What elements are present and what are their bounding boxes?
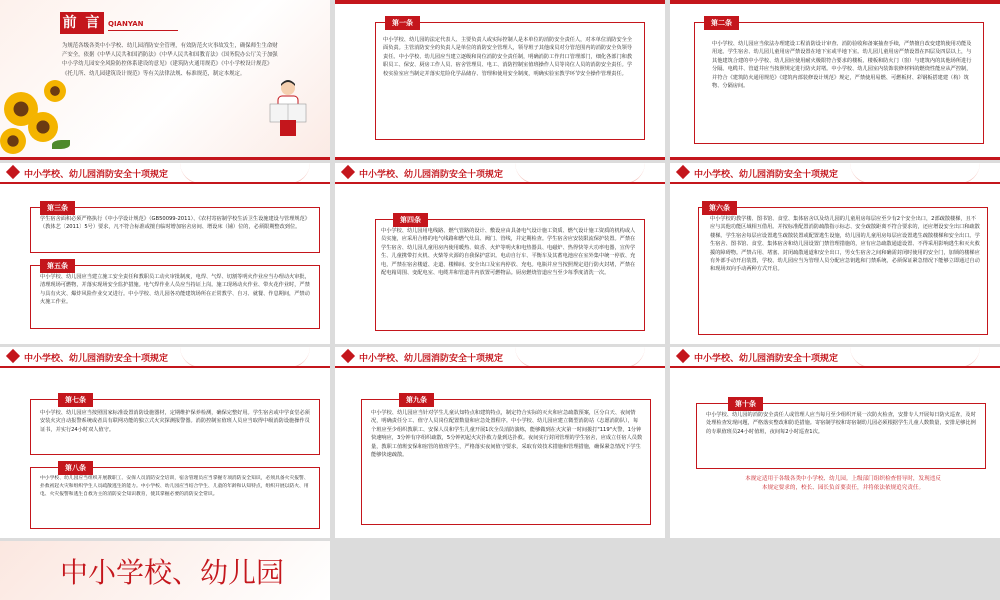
decor-swirl (515, 163, 645, 184)
divider (108, 30, 178, 31)
slide-cover-partial[interactable] (0, 541, 330, 600)
decor-swirl (180, 347, 310, 368)
article-body: 中小学校、幼儿园用电线路、燃气管路的设计、敷设应由具备电气设计施工资质、燃气设计施工资质的机构或人员实施，应采用合格的电气线路和燃气灶具、阀门、管线，并定期检查。学生宿舍应安装限流保护装置。严禁在学生宿舍、幼儿园儿童用房内使用暖热、蚊香、火炉等明火和电热器具、电磁炉、热得快等大功率电器，宣传学生、儿童携带打火机、火柴等火源的自我保护意识。电动自行车、平衡车及其蓄电池应在室外集中统一停放、充电，严禁在宿舍楼道、走道、楼梯间、安全出口及室内停放、充电。电瓶并应当按照规定进行防火封堵，严禁在配电箱周围、变配电室、电缆井和管道井内放置可燃物品。厨房燃烧管道应当至少每季度清洗一次。 (381, 228, 636, 277)
bottom-bar (670, 157, 1000, 160)
diamond-icon (341, 165, 355, 179)
header-title: 中小学校、幼儿园消防安全十项规定 (359, 354, 504, 364)
preface-subtitle: QIANYAN (108, 20, 144, 28)
article-tag: 第一条 (385, 16, 420, 30)
slide-header (0, 163, 330, 185)
header-line (0, 366, 330, 368)
article-body: 中小学校、幼儿园应当按照国家标准设置消防设施器材，定期维护保养检测，确保完整好用。学生宿舍或中学食堂必须安装火灾自动报警系统或者具有联网功能的独立式火灾探测报警器。消防控制室值班人员应当取得中级消防设施操作员证书，并实行24小时双人值守。 (40, 410, 310, 433)
slide-articles-3-5[interactable] (0, 163, 330, 344)
article-tag: 第七条 (58, 393, 93, 407)
header-line (670, 182, 1000, 184)
preface-title: 前 言 (60, 12, 104, 34)
slide-header (335, 163, 665, 185)
diamond-icon (6, 165, 20, 179)
bottom-bar (0, 157, 330, 160)
header-line (335, 366, 665, 368)
decor-swirl (515, 347, 645, 368)
article-tag: 第八条 (58, 461, 93, 475)
diamond-icon (341, 349, 355, 363)
article-tag: 第六条 (702, 201, 737, 215)
slide-article-2[interactable] (670, 0, 1000, 160)
article-body: 中小学校、幼儿园的消防安全责任人或管理人应当每月至少组织开展一次防火检查，安排专人开展每日防火巡查，及时处理检查发现问题，严格落实整改和防范措施。寄宿制学校和寄宿制幼儿园必须根据学生儿童人数数量，安排足够比例的专职值班员24小时值班，夜间每2小时巡查1次。 (706, 412, 976, 435)
header-line (0, 182, 330, 184)
note-line-2: 本规定要求的，校长、园长负首要责任，并将依法依规追究责任。 (761, 485, 925, 491)
sunflower-icon (0, 128, 26, 154)
article-body: 中小学校、幼儿园的法定代表人、主要负责人或实际控制人是本单位的消防安全责任人，对本单位消防安全全面负责。主管消防安全的负责人是单位的消防安全管理人，领导班子其他成员对分管范围内的消防安全负领导责任。中小学校、幼儿园应当建立逐级和岗位消防安全责任制，明确消防工作归口管理部门，细化各部门和教职员工、保安、厨房工作人员、宿舍管理员、电工、消防控制室值班操作人员等岗位人员的消防安全责任。学校实验室应当制定并落实危险化学品储存、管理和使用安全制度，明确实验室教学环节安全操作管理责任。 (383, 37, 633, 77)
reader-illustration-icon (268, 78, 308, 138)
leaf-icon (52, 140, 70, 149)
slide-header (335, 347, 665, 369)
bottom-bar (335, 157, 665, 160)
article-body: 中小学校、幼儿园应当组织开展教职工、安保人员消防安全培训，宿舍管理员应当掌握专项消防安全知识，必须具备火灾报警、扑救初起火灾和组织学生人员疏散逃生的能力。中小学校、幼儿园应当结合学生、儿童的年龄和认知特点，组织开展以防火、用电、火灾报警和逃生自救为主的消防安全知识教育，使其掌握必要的消防安全常识。 (40, 476, 309, 497)
decor-swirl (180, 163, 310, 184)
diamond-icon (676, 349, 690, 363)
sunflower-icon (44, 80, 66, 102)
header-title: 中小学校、幼儿园消防安全十项规定 (694, 354, 839, 364)
slide-header (0, 347, 330, 369)
article-tag: 第五条 (40, 259, 75, 273)
sunflower-icon (28, 112, 58, 142)
header-title: 中小学校、幼儿园消防安全十项规定 (694, 170, 839, 180)
header-line (335, 182, 665, 184)
slide-preface[interactable] (0, 0, 330, 160)
decor-swirl (850, 347, 980, 368)
article-body: 中小学校的教学楼、图书馆、食堂、集体宿舍以及幼儿园的儿童用房每层应至少有2个安全出口，2部疏散楼梯，且不应与其他功能区域相互借用。并按标准配置消防疏散指示标志、安全疏散距离不符合要求的，还应增设安全出口和疏散楼梯。学生宿舍每层应设置逃生疏散装置或配置逃生设施，幼儿园的儿童用房每层应设置逃生疏散楼梯和安全出口。学生宿舍、图书馆、食堂、集体宿舍和幼儿园设置门禁管理措施的，应有应急疏散通道设置、不得采用影响逃生和灭火救援的障碍物。严禁占用、堵塞、封闭疏散通道和安全出口，男女生宿舍之间和确需封闭时使用的安全门，加锁的楼梯应有外部手动开启装置，学校、幼儿园应当为管理人员分配应急钥匙和门禁系统，必须保证紧急情况下能够立即通过自动和现场双向手动两种方式开启。 (710, 216, 980, 273)
slide-article-4[interactable] (335, 163, 665, 344)
header-title: 中小学校、幼儿园消防安全十项规定 (24, 170, 169, 180)
article-tag: 第十条 (728, 397, 763, 411)
article-body: 中小学校、幼儿园应当依法办理建设工程消防设计审查、消防验收和备案抽查手续，严禁擅自改变建筑使用功能及用途。学生宿舍、幼儿园儿童用房严禁设置在地下室或半地下室。幼儿园儿童用房严禁设置在四层及四层以上，与其他建筑合建的中小学校、幼儿园应使用耐火极限符合要求的楼板、楼板和防火门（窗）与建筑内的其他场所进行分隔。电缆井、管道井应当按照规定进行防火封堵。中小学校、幼儿园室内装饰装修材料的燃烧性能应从严控制，并符合《建筑防火通用规范》《建筑内部装修设计规范》规定，严禁使用易燃、可燃板材、彩钢板搭建建（构）筑物、分隔房间。 (712, 41, 972, 90)
article-body: 学生宿舍面积必须严格执行《中小学设计规范》（GB50099-2011）、《农村寄宿制学校生活卫生设施建设与管理规范》（教体艺〔2011〕5号）要求，凡不符合标准或擅自临时增加宿舍房间、增设床（铺）位的，必须限期整改到位。 (40, 216, 310, 231)
header-title: 中小学校、幼儿园消防安全十项规定 (359, 170, 504, 180)
header-line (670, 366, 1000, 368)
header-title: 中小学校、幼儿园消防安全十项规定 (24, 354, 169, 364)
slide-article-6[interactable] (670, 163, 1000, 344)
decor-swirl (850, 163, 980, 184)
slide-article-1[interactable] (335, 0, 665, 160)
top-bar (670, 0, 1000, 4)
slide-header (670, 163, 1000, 185)
diamond-icon (676, 165, 690, 179)
preface-body: 为规范各级各类中小学校、幼儿园消防安全管理，有效防范火灾事故发生，确保师生生命财产安全，依据《中华人民共和国消防法》《中华人民共和国教育法》《国务院办公厅关于加强中小学幼儿园安全风险防控体系建设的意见》《建筑防火通用规范》《中小学校设计规范》《托儿所、幼儿园建筑设计规范》等有关法律法规、标准规范，制定本规定。 (62, 43, 278, 77)
diamond-icon (6, 349, 20, 363)
note-line-1: 本规定适用于各级各类中小学校、幼儿园。上级部门组织检查督导时，发现违反 (745, 476, 941, 482)
article-body: 中小学校、幼儿园应当建立施工安全责任和教职员工动火审批制度，电焊、气焊、切割等明火作业应当办理动火审批，清理现场可燃物，并落实现场安全监护措施。电气焊作业人员应当持证上岗。施工现场动火作业、带火花作业时，严禁与具有火灾、爆炸风险作业交叉进行。中小学校、幼儿园各功能建筑场所在正常教学、自习、就餐、作息期间，严禁动火施工作业。 (40, 274, 310, 306)
article-tag: 第三条 (40, 201, 75, 215)
article-body: 中小学校、幼儿园应当针对学生儿童认知特点和建筑特点，制定符合实际的灭火和应急疏散预案，区分白天、夜间情况，明确责任分工、值守人员岗位配置数量和应急处置程序。中小学校、幼儿园应建立微型消防站（志愿消防队），每个班应至少组织教职工、安保人员和学生儿童开展1次全员消防演练，能够做到在火灾第一时间拨打"119"火警，1分钟快速响应，3分钟有序组织疏散，5分钟初起火灾扑救力量到达扑救。夜间实行封闭管理的学生宿舍，应成立任宿人员数量，教职工值班安保和宿管的值班学生，严格落实夜间值守要求，采取有效技术措施和管理措施，确保紧急情况下学生能够快速疏散。 (371, 410, 643, 459)
top-bar (335, 0, 665, 4)
cover-title: 中小学校、幼儿园 (60, 556, 285, 589)
slide-header (670, 347, 1000, 369)
article-tag: 第二条 (704, 16, 739, 30)
article-tag: 第九条 (399, 393, 434, 407)
slide-article-9[interactable] (335, 347, 665, 538)
slide-articles-7-8[interactable] (0, 347, 330, 538)
slide-article-10[interactable] (670, 347, 1000, 538)
article-tag: 第四条 (393, 213, 428, 227)
